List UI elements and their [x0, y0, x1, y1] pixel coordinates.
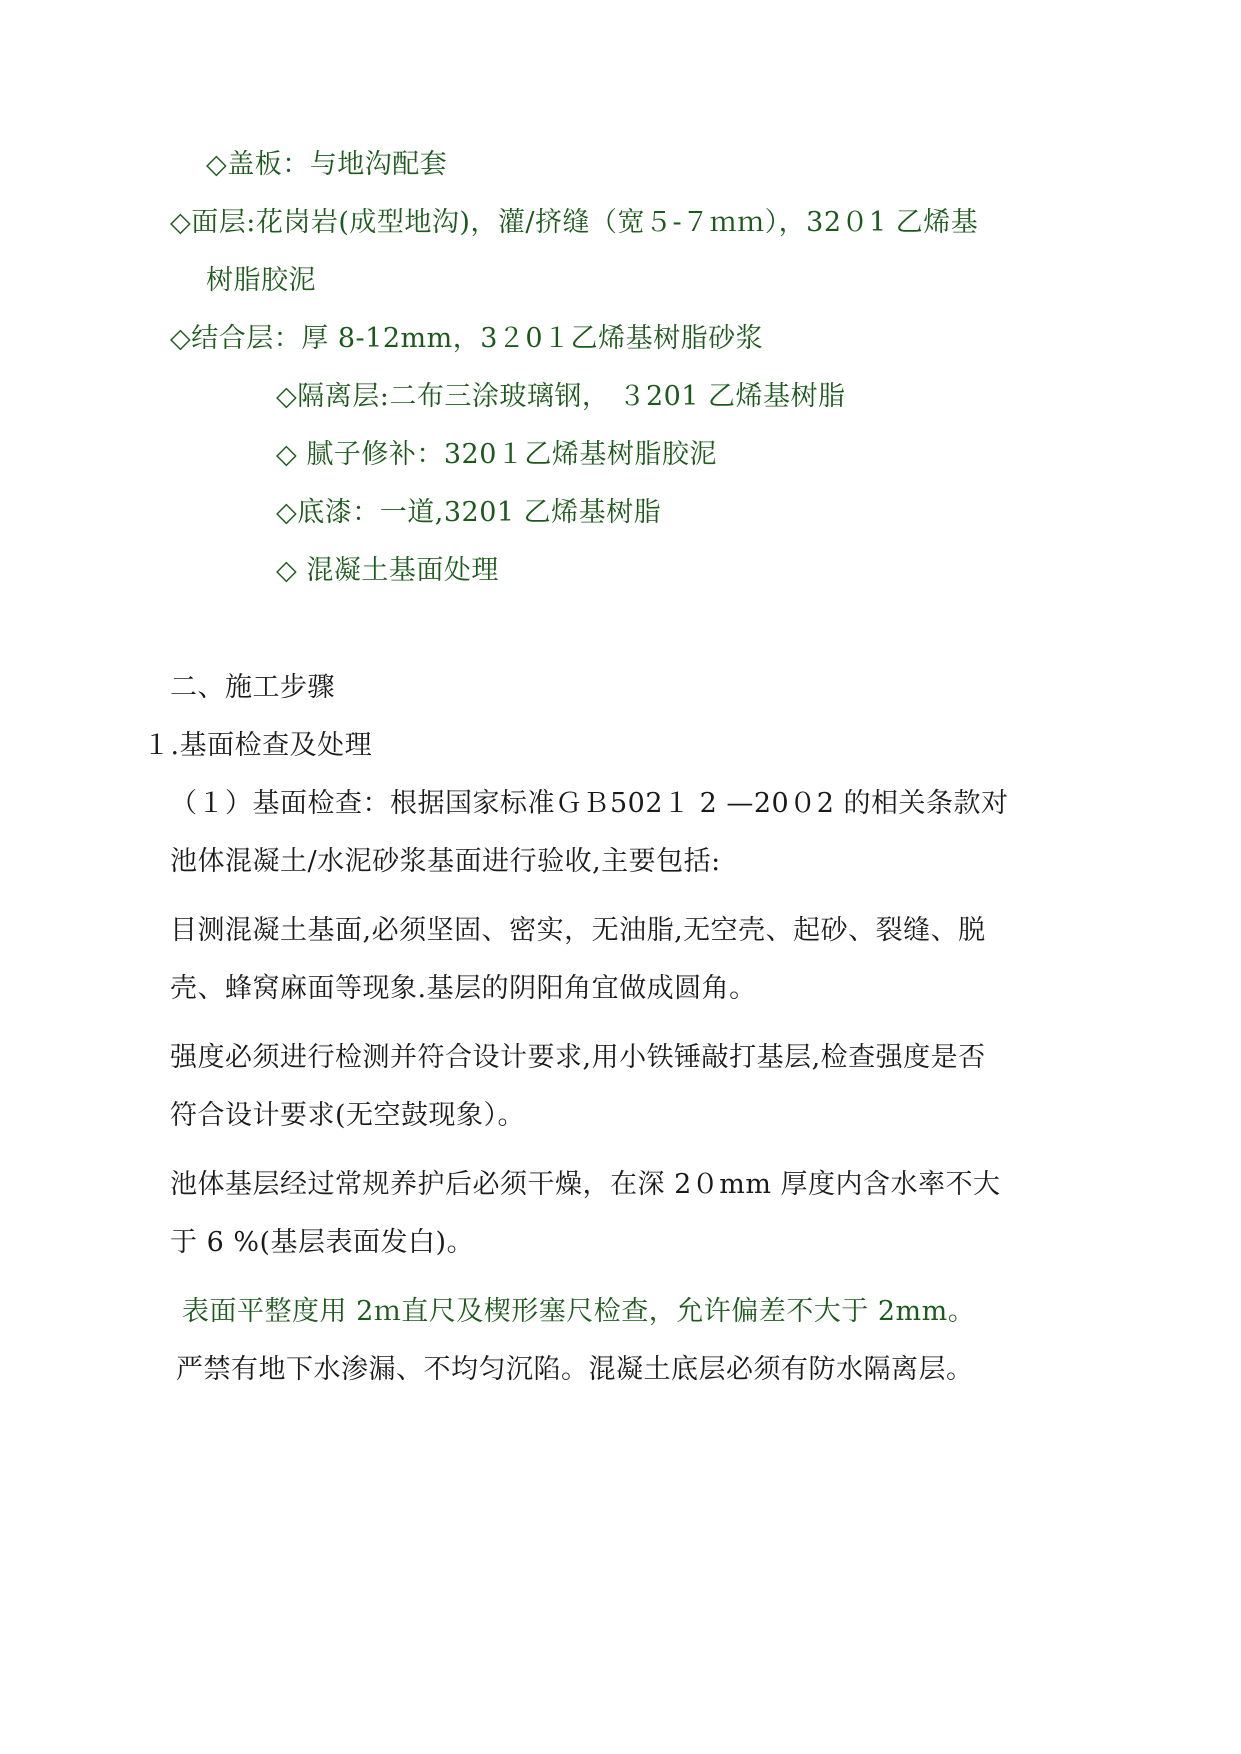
layer-putty: ◇ 腻子修补：320１乙烯基树脂胶泥	[276, 439, 717, 470]
layer-surface-cont: 树脂胶泥	[206, 265, 316, 296]
paragraph-line: （１）基面检查：根据国家标准ＧＢ502１ 2 —20０2 的相关条款对	[170, 788, 1009, 819]
paragraph-line: 池体混凝土/水泥砂浆基面进行验收,主要包括:	[170, 846, 721, 877]
paragraph-line: 严禁有地下水渗漏、不均匀沉陷。混凝土底层必须有防水隔离层。	[176, 1354, 974, 1385]
paragraph-line: 符合设计要求(无空鼓现象）。	[170, 1100, 526, 1131]
subsection-title: １.基面检查及处理	[143, 730, 373, 761]
section-title: 二、施工步骤	[170, 672, 335, 703]
paragraph-line: 壳、蜂窝麻面等现象.基层的阴阳角宜做成圆角。	[170, 973, 757, 1004]
paragraph-line: 于 6 %(基层表面发白)。	[170, 1227, 475, 1258]
layer-bonding: ◇结合层：厚 8-12mm，3２0１乙烯基树脂砂浆	[170, 323, 764, 354]
layer-isolation: ◇隔离层:二布三涂玻璃钢， ３201 乙烯基树脂	[276, 381, 846, 412]
layer-surface: ◇面层:花岗岩(成型地沟)，灌/挤缝（宽５-７ｍｍ），32０1 乙烯基	[170, 207, 979, 238]
paragraph-line: 表面平整度用 2ｍ直尺及楔形塞尺检查，允许偏差不大于 2mm。	[182, 1296, 976, 1327]
paragraph-line: 目测混凝土基面,必须坚固、密实，无油脂,无空壳、起砂、裂缝、脱	[170, 915, 986, 946]
layer-cover-plate: ◇盖板：与地沟配套	[206, 149, 448, 180]
layer-primer: ◇底漆：一道,3201 乙烯基树脂	[276, 497, 662, 528]
layer-concrete-base: ◇ 混凝土基面处理	[276, 555, 499, 586]
paragraph-line: 池体基层经过常规养护后必须干燥，在深 2０mm 厚度内含水率不大	[170, 1169, 1001, 1200]
paragraph-line: 强度必须进行检测并符合设计要求,用小铁锤敲打基层,检查强度是否	[170, 1042, 986, 1073]
